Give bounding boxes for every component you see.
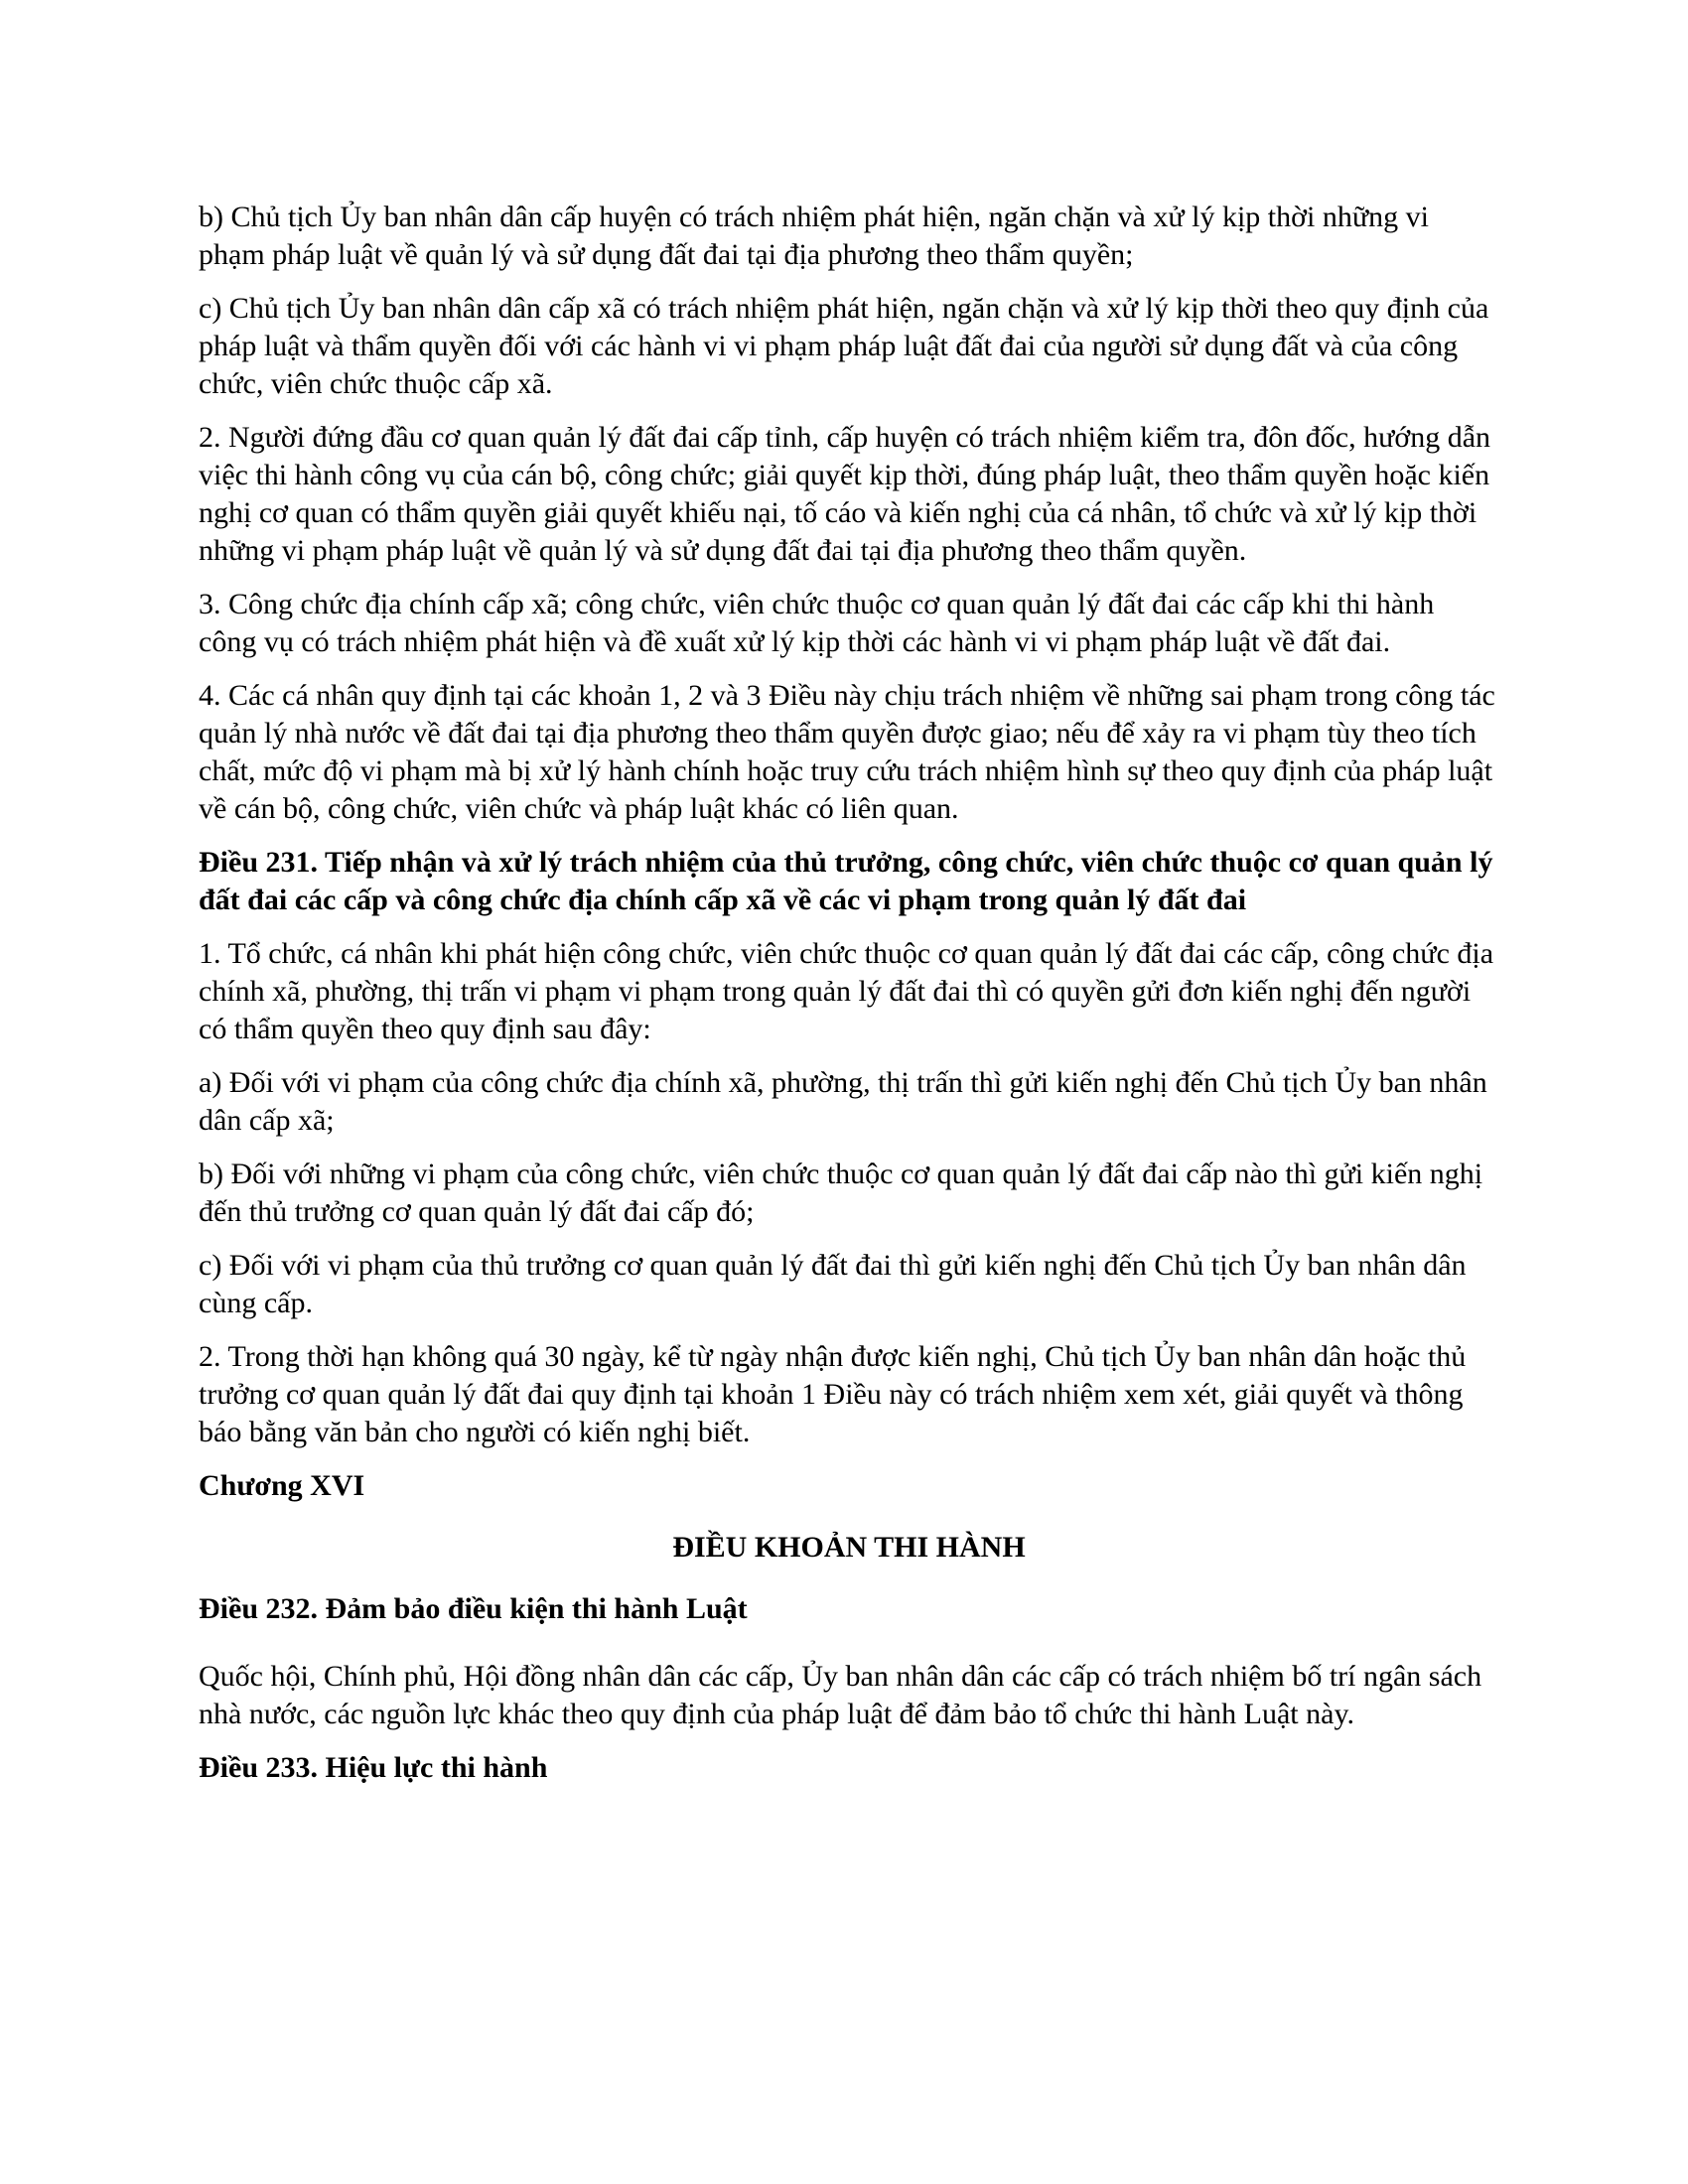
chapter-label: Chương XVI (199, 1469, 365, 1502)
paragraph-3: 3. Công chức địa chính cấp xã; công chức, viên chức thuộc cơ quan quản lý đất đai các cấp khi thi hành công vụ có trách nhiệm phát hiện và đề xuất xử lý kịp thời các hành vi vi phạm pháp luật về đất đai. (199, 588, 1435, 658)
document-page (199, 199, 1499, 1803)
article-231-heading: Điều 231. Tiếp nhận và xử lý trách nhiệm của thủ trưởng, công chức, viên chức thuộc cơ quan quản lý đất đai các cấp và công chức địa chính cấp xã về các vi phạm trong quản lý đất đai (199, 846, 1493, 916)
article-231-clause-1: 1. Tổ chức, cá nhân khi phát hiện công chức, viên chức thuộc cơ quan quản lý đất đai các cấp, công chức địa chính xã, phường, thị trấn vi phạm vi phạm trong quản lý đất đai thì có quyền gửi đơn kiến nghị đến người có thẩm quyền theo quy định sau đây: (199, 937, 1494, 1045)
article-231-clause-1a: a) Đối với vi phạm của công chức địa chính xã, phường, thị trấn thì gửi kiến nghị đến Chủ tịch Ủy ban nhân dân cấp xã; (199, 1066, 1487, 1137)
article-233-heading: Điều 233. Hiệu lực thi hành (199, 1751, 548, 1784)
paragraph-4: 4. Các cá nhân quy định tại các khoản 1, 2 và 3 Điều này chịu trách nhiệm về những sai phạm trong công tác quản lý nhà nước về đất đai tại địa phương theo thẩm quyền được giao; nếu để xảy ra vi phạm tùy theo tích chất, mức độ vi phạm mà bị xử lý hành chính hoặc truy cứu trách nhiệm hình sự theo quy định của pháp luật về cán bộ, công chức, viên chức và pháp luật khác có liên quan. (199, 679, 1495, 825)
article-231-clause-1c: c) Đối với vi phạm của thủ trưởng cơ quan quản lý đất đai thì gửi kiến nghị đến Chủ tịch Ủy ban nhân dân cùng cấp. (199, 1249, 1467, 1319)
paragraph-1c: c) Chủ tịch Ủy ban nhân dân cấp xã có trách nhiệm phát hiện, ngăn chặn và xử lý kịp thời theo quy định của pháp luật và thẩm quyền đối với các hành vi vi phạm pháp luật đất đai của người sử dụng đất và của công chức, viên chức thuộc cấp xã. (199, 292, 1489, 400)
paragraph-2: 2. Người đứng đầu cơ quan quản lý đất đai cấp tỉnh, cấp huyện có trách nhiệm kiểm tra, đôn đốc, hướng dẫn việc thi hành công vụ của cán bộ, công chức; giải quyết kịp thời, đúng pháp luật, theo thẩm quyền hoặc kiến nghị cơ quan có thẩm quyền giải quyết khiếu nại, tố cáo và kiến nghị của cá nhân, tổ chức và xử lý kịp thời những vi phạm pháp luật về quản lý và sử dụng đất đai tại địa phương theo thẩm quyền. (199, 421, 1491, 567)
article-232-body: Quốc hội, Chính phủ, Hội đồng nhân dân các cấp, Ủy ban nhân dân các cấp có trách nhiệm bố trí ngân sách nhà nước, các nguồn lực khác theo quy định của pháp luật để đảm bảo tổ chức thi hành Luật này. (199, 1660, 1482, 1730)
article-232-heading: Điều 232. Đảm bảo điều kiện thi hành Luật (199, 1592, 748, 1625)
paragraph-1b: b) Chủ tịch Ủy ban nhân dân cấp huyện có trách nhiệm phát hiện, ngăn chặn và xử lý kịp thời những vi phạm pháp luật về quản lý và sử dụng đất đai tại địa phương theo thẩm quyền; (199, 201, 1429, 271)
article-231-clause-1b: b) Đối với những vi phạm của công chức, viên chức thuộc cơ quan quản lý đất đai cấp nào thì gửi kiến nghị đến thủ trưởng cơ quan quản lý đất đai cấp đó; (199, 1158, 1483, 1228)
article-231-clause-2: 2. Trong thời hạn không quá 30 ngày, kể từ ngày nhận được kiến nghị, Chủ tịch Ủy ban nhân dân hoặc thủ trưởng cơ quan quản lý đất đai quy định tại khoản 1 Điều này có trách nhiệm xem xét, giải quyết và thông báo bằng văn bản cho người có kiến nghị biết. (199, 1340, 1467, 1448)
chapter-title: ĐIỀU KHOẢN THI HÀNH (672, 1531, 1026, 1564)
